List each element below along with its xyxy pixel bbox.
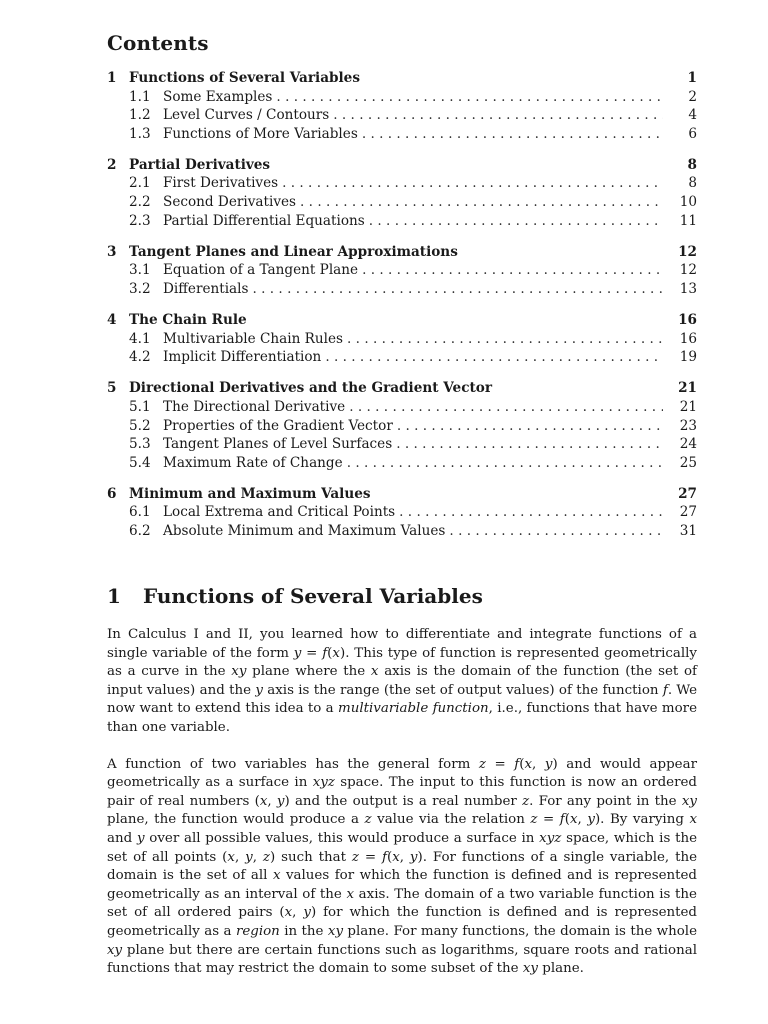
toc-subentry-number: 3.2 [129,280,151,297]
toc-subentry-title: Local Extrema and Critical Points [163,504,396,521]
toc-subentry-page: 11 [679,212,697,229]
toc-entry-number: 4 [107,312,117,329]
toc-subentry-page: 24 [679,436,697,453]
toc-subentry[interactable] [107,349,697,368]
toc-section [107,157,697,231]
toc-subentry-title: Absolute Minimum and Maximum Values [163,522,446,539]
toc-subentry-number: 2.2 [129,194,151,211]
toc-entry-title: Functions of Several Variables [129,70,360,86]
toc-dot-leader [300,194,663,210]
toc-entry-title: Tangent Planes and Linear Approximations [129,243,458,260]
toc-entry-title: Minimum and Maximum Values [129,485,371,502]
toc-section [107,70,697,144]
toc-subentry[interactable] [107,194,697,213]
toc-subentry[interactable] [107,107,697,126]
toc-dot-leader [347,455,663,471]
section-title: Functions of Several Variables [143,584,483,608]
toc-subentry-title: First Derivatives [163,175,279,192]
toc-subentry-number: 1.2 [129,107,151,124]
toc-subentry-page: 16 [679,330,697,347]
toc-subentry-title: Differentials [163,280,249,297]
toc-subentry[interactable] [107,523,697,542]
toc-dot-leader [333,107,663,123]
toc-subentry-number: 5.3 [129,436,151,453]
toc-entry[interactable] [107,486,697,505]
toc-subentry-page: 19 [679,349,697,366]
toc-subentry-page: 8 [688,175,697,192]
toc-subentry-number: 4.1 [129,330,151,347]
toc-subentry[interactable] [107,504,697,523]
toc-subentry-page: 2 [688,88,697,105]
toc-subentry-number: 6.2 [129,522,151,539]
toc-subentry-title: Functions of More Variables [163,125,358,142]
toc-entry-title: Partial Derivatives [129,156,271,173]
toc-entry-page: 1 [687,70,697,86]
toc-subentry-page: 13 [679,280,697,297]
toc-dot-leader [276,89,663,105]
toc-entry-title: Directional Derivatives and the Gradient Vector [129,380,492,397]
toc-dot-leader [347,331,663,347]
toc-subentry-number: 6.1 [129,504,151,521]
toc-subentry[interactable] [107,126,697,145]
toc-entry[interactable] [107,380,697,399]
toc-dot-leader [362,262,663,278]
toc-entry-number: 2 [107,156,117,173]
toc-subentry-number: 2.1 [129,175,151,192]
body-paragraph: In Calculus I and II, you learned how to differentiate and integrate functions of a single variable of the form y = f(x). This type of function is represented geometrically as a curve in the xy plane where the x axis is the domain of the function (the set of input values) and the y axis is the range (the set of output values) of the function f. We now want to extend this idea to a multivariable function, i.e., functions that have more than one variable. [107,627,698,735]
toc-dot-leader [362,126,663,142]
toc-dot-leader [449,523,663,539]
toc-subentry-page: 6 [688,125,697,142]
toc-subentry-number: 4.2 [129,349,151,366]
toc-entry-number: 6 [107,485,117,502]
toc-subentry[interactable] [107,213,697,232]
toc-subentry-number: 3.1 [129,262,151,279]
toc-dot-leader [349,399,663,415]
toc-subentry-number: 5.1 [129,398,151,415]
toc-subentry[interactable] [107,281,697,300]
section-number: 1 [107,584,121,608]
toc-subentry-title: Multivariable Chain Rules [163,330,344,347]
toc-dot-leader [282,175,663,191]
toc-subentry-number: 5.4 [129,454,151,471]
toc-dot-leader [369,213,663,229]
toc-subentry[interactable] [107,89,697,108]
toc-subentry[interactable] [107,262,697,281]
toc-subentry-page: 21 [679,398,697,415]
toc-entry-number: 1 [107,70,117,86]
toc-subentry-page: 25 [679,454,697,471]
toc-dot-leader [399,504,663,520]
toc-subentry-title: Tangent Planes of Level Surfaces [163,436,393,453]
toc-subentry[interactable] [107,399,697,418]
toc-subentry-number: 5.2 [129,417,151,434]
toc-subentry-title: Second Derivatives [163,194,297,211]
toc-dot-leader [396,436,663,452]
toc-subentry-title: Equation of a Tangent Plane [163,262,359,279]
section-heading [107,584,483,608]
toc-dot-leader [397,418,663,434]
contents-heading: Contents [107,31,209,55]
toc-subentry-title: Partial Differential Equations [163,212,365,229]
toc-subentry-title: Some Examples [163,88,273,105]
toc-entry[interactable] [107,70,697,89]
toc-subentry-number: 2.3 [129,212,151,229]
toc-entry-page: 16 [678,312,697,329]
toc-entry-page: 8 [687,156,697,173]
toc-entry-page: 12 [678,243,697,260]
toc-section [107,244,697,300]
toc-dot-leader [253,281,664,297]
toc-subentry-title: Properties of the Gradient Vector [163,417,393,434]
toc-subentry[interactable] [107,418,697,437]
toc-subentry-page: 31 [679,522,697,539]
toc-entry-page: 21 [678,380,697,397]
toc-subentry[interactable] [107,331,697,350]
toc-subentry-number: 1.3 [129,125,151,142]
toc-subentry-title: Implicit Differentiation [163,349,322,366]
toc-subentry-title: Level Curves / Contours [163,107,330,124]
toc-entry[interactable] [107,157,697,176]
toc-entry-page: 27 [678,485,697,502]
toc-subentry[interactable] [107,175,697,194]
toc-entry-number: 3 [107,243,117,260]
toc-entry-number: 5 [107,380,117,397]
toc-subentry-title: The Directional Derivative [163,398,346,415]
toc-subentry-title: Maximum Rate of Change [163,454,343,471]
toc-subentry[interactable] [107,436,697,455]
toc-dot-leader [325,349,663,365]
toc-section [107,312,697,368]
toc-subentry-page: 27 [679,504,697,521]
toc-section [107,486,697,542]
toc-entry-title: The Chain Rule [129,312,247,329]
toc-entry[interactable] [107,244,697,263]
toc-subentry-page: 10 [679,194,697,211]
toc-subentry[interactable] [107,455,697,474]
toc-entry[interactable] [107,312,697,331]
toc-subentry-page: 12 [679,262,697,279]
toc-subentry-page: 23 [679,417,697,434]
body-paragraph: A function of two variables has the general form z = f(x, y) and would appear geometrically as a surface in xyz space. The input to this function is now an ordered pair of real numbers (x, y) and the output is a real number z. For any point in the xy plane, the function would produce a z value via the relation z = f(x, y). By varying x and y over all possible values, this would produce a surface in xyz space, which is the set of all points (x, y, z) such that z = f(x, y). For functions of a single variable, the domain is the set of all x values for which the function is defined and is represented geometrically as an interval of the x axis. The domain of a two variable function is the set of all ordered pairs (x, y) for which the function is defined and is represented geometrically as a region in the xy plane. For many functions, the domain is the whole xy plane but there are certain functions such as logarithms, square roots and rational functions that may restrict the domain to some subset of the xy plane. [107,756,698,977]
table-of-contents [107,70,697,554]
toc-subentry-number: 1.1 [129,88,151,105]
section-body [107,626,697,997]
toc-subentry-page: 4 [688,107,697,124]
toc-section [107,380,697,473]
